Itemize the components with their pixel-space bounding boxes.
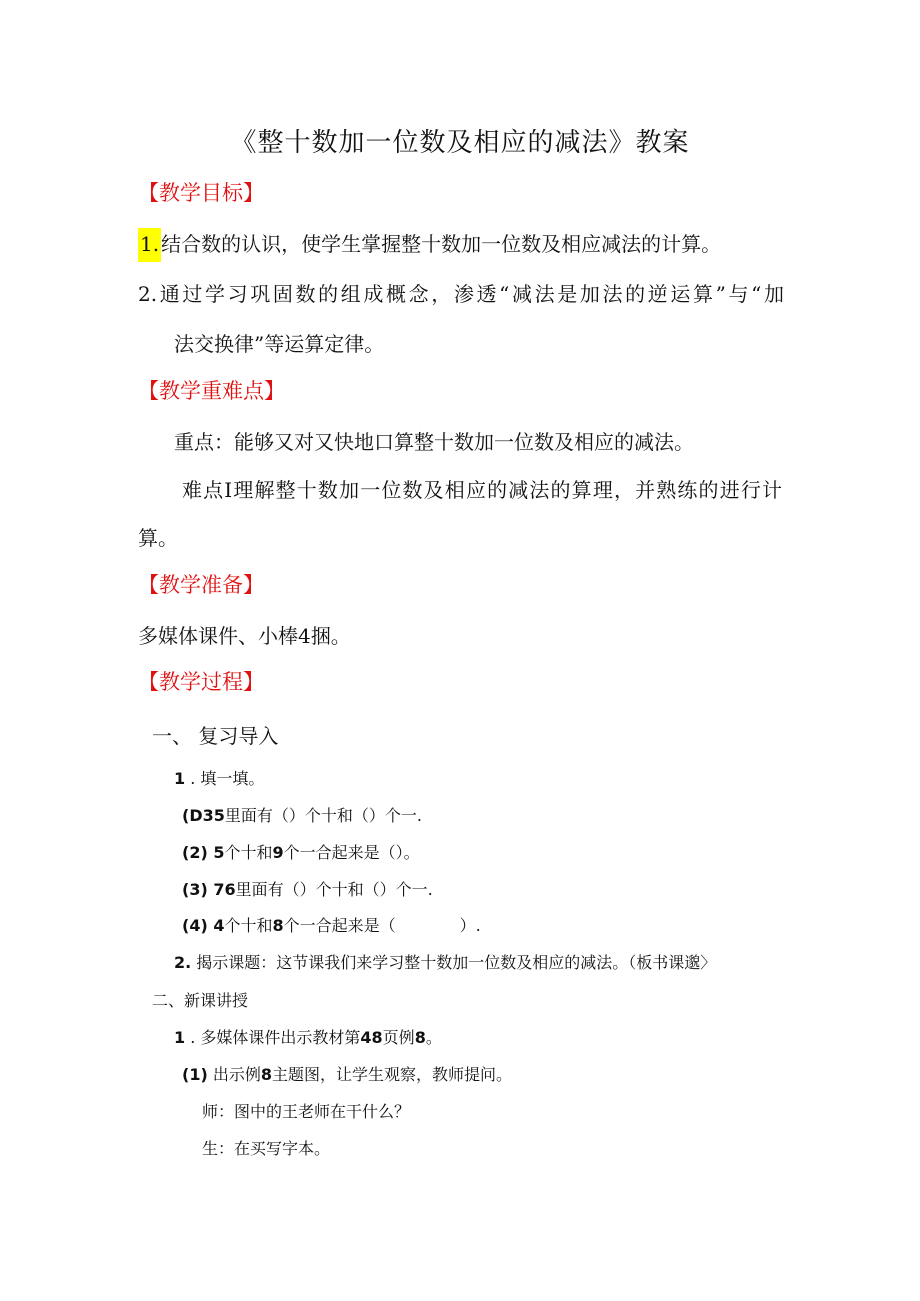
review-fill-in-number: 1 — [174, 769, 186, 788]
review-fill-in — [174, 766, 264, 789]
question-1-number: (D35 — [182, 806, 225, 825]
part-2-title: 二、新课讲授 — [152, 991, 249, 1010]
section-heading-process: 【教学过程】 — [138, 670, 264, 694]
reveal-topic-number: 2. — [174, 953, 192, 972]
reveal-topic — [174, 950, 716, 973]
question-2-text-a: 个十和 — [224, 843, 273, 862]
step-1a-text-a: 出示例 — [207, 1065, 261, 1084]
reveal-topic-text: 揭示课题：这节课我们来学习整十数加一位数及相应的减法。（板书课邈〉 — [191, 953, 717, 972]
question-2-number-b: 9 — [272, 843, 284, 862]
step-1-text-c: 。 — [425, 1028, 442, 1047]
question-2-text-b: 个一合起来是（）。 — [283, 843, 420, 862]
question-4-number-b: 8 — [272, 916, 284, 935]
new-lesson-step-1a — [182, 1062, 512, 1085]
page-title: 《整十数加一位数及相应的减法》教案 — [230, 128, 690, 158]
section-heading-key-points: 【教学重难点】 — [138, 379, 285, 403]
question-4-number: (4) 4 — [182, 916, 225, 935]
review-fill-in-text: . 填一填。 — [185, 769, 265, 788]
new-lesson-step-1 — [174, 1025, 442, 1048]
question-3 — [182, 877, 433, 900]
question-3-text: 里面有（）个十和（）个一. — [235, 880, 433, 899]
key-point-difficulty-line-1: 难点I理解整十数加一位数及相应的减法的算理，并熟练的进行计 — [182, 478, 782, 502]
question-2-number: (2) 5 — [182, 843, 225, 862]
objective-item-2-line-1 — [138, 278, 784, 307]
step-1-text-b: 页例 — [382, 1028, 415, 1047]
objective-item-1 — [138, 228, 721, 257]
question-3-number: (3) 76 — [182, 880, 236, 899]
section-heading-objectives: 【教学目标】 — [138, 181, 264, 205]
dialogue-teacher: 师：图中的王老师在干什么？ — [202, 1102, 411, 1121]
step-1-page-number: 48 — [360, 1028, 383, 1047]
part-1-title: 一、 复习导入 — [152, 724, 279, 748]
step-1-number: 1 — [174, 1028, 186, 1047]
question-1 — [182, 803, 422, 826]
key-point-focus: 重点：能够又对又快地口算整十数加一位数及相应的减法。 — [174, 430, 694, 454]
question-4 — [182, 913, 481, 936]
objective-item-1-number: 1. — [138, 228, 161, 262]
question-2 — [182, 840, 420, 863]
section-heading-preparation: 【教学准备】 — [138, 573, 264, 597]
dialogue-student: 生：在买写字本。 — [202, 1139, 331, 1158]
objective-item-2-number: 2. — [138, 282, 158, 306]
step-1-text-a: . 多媒体课件出示教材第 — [185, 1028, 361, 1047]
step-1a-example-number: 8 — [260, 1065, 272, 1084]
question-4-text-b: 个一合起来是（ ）. — [283, 916, 481, 935]
preparation-materials: 多媒体课件、小棒4捆。 — [138, 624, 351, 648]
question-1-text: 里面有（）个十和（）个一. — [224, 806, 422, 825]
key-point-difficulty-line-2: 算。 — [138, 526, 178, 550]
step-1-example-number: 8 — [414, 1028, 426, 1047]
objective-item-1-text: 结合数的认识，使学生掌握整十数加一位数及相应减法的计算。 — [161, 232, 722, 256]
question-4-text-a: 个十和 — [224, 916, 273, 935]
step-1a-text-b: 主题图，让学生观察，教师提问。 — [272, 1065, 513, 1084]
step-1a-number: (1) — [182, 1065, 208, 1084]
objective-item-2-text: 通过学习巩固数的组成概念，渗透“减法是加法的逆运算”与“加 — [157, 282, 784, 306]
objective-item-2-line-2: 法交换律”等运算定律。 — [174, 332, 385, 356]
